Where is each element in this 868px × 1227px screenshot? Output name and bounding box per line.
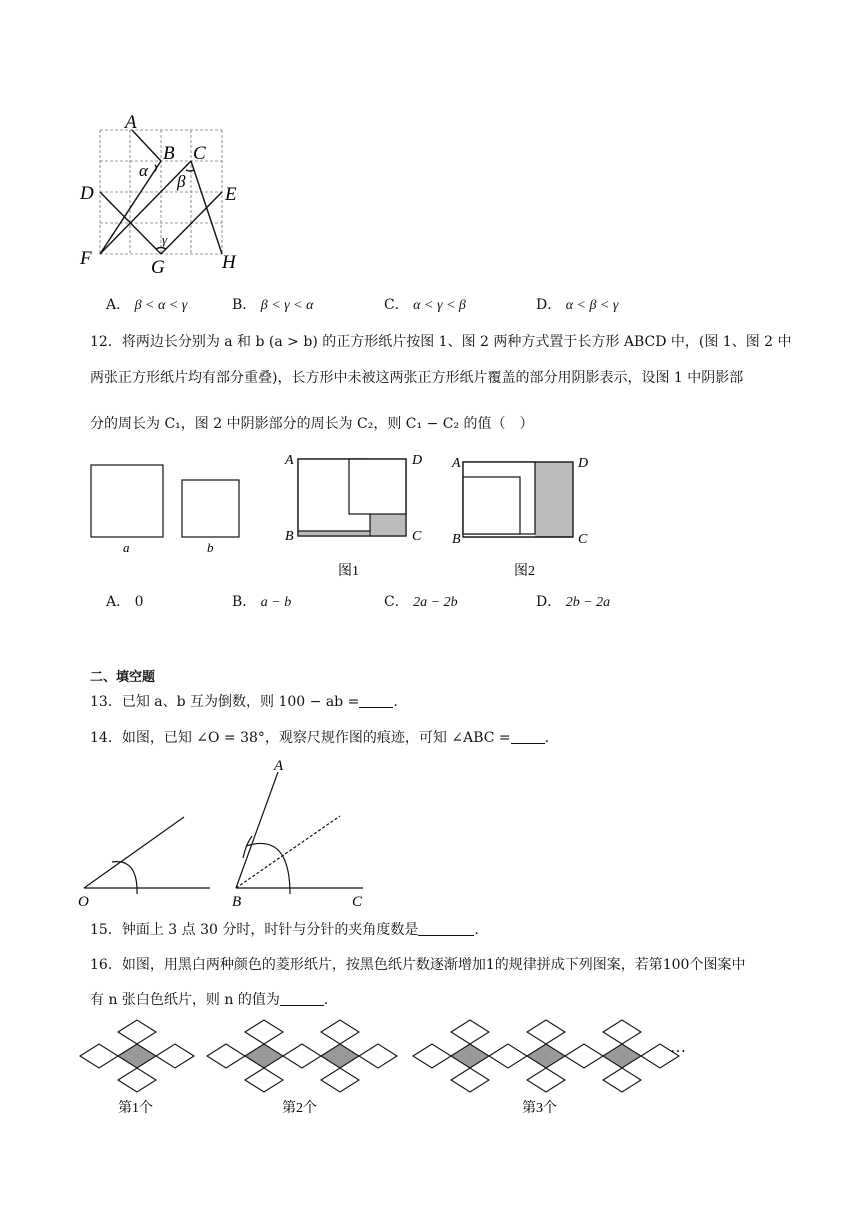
q16-pattern-figure (70, 1015, 710, 1125)
white-rhombus (359, 1044, 397, 1068)
fig1-caption: 图1 (338, 564, 359, 579)
q14-label-B: B (232, 894, 242, 910)
q15-answer-blank[interactable] (418, 921, 474, 936)
q15-text: 15．钟面上 3 点 30 分时，时针与分针的夹角度数是 . (90, 922, 479, 938)
q14-text: 14．如图，已知 ∠O = 38°，观察尺规作图的痕迹，可知 ∠ABC = . (90, 730, 550, 746)
fig1-label-D: D (412, 453, 423, 468)
q16-caption-3: 第3个 (522, 1101, 557, 1116)
label-H: H (222, 252, 236, 273)
white-rhombus (527, 1068, 565, 1092)
fig1-label-C: C (412, 529, 422, 544)
q16-line-2: 有 n 张白色纸片，则 n 的值为 . (90, 992, 329, 1008)
q12-option-b: B． a − b (232, 594, 292, 610)
q14-label-A: A (274, 758, 284, 774)
label-D: D (80, 183, 94, 204)
fig2-label-C: C (578, 532, 588, 547)
q13-text: 13．已知 a、b 互为倒数，则 100 − ab = . (90, 694, 398, 710)
black-rhombus (603, 1044, 641, 1068)
white-rhombus (245, 1020, 283, 1044)
white-rhombus (565, 1044, 603, 1068)
white-rhombus (156, 1044, 194, 1068)
black-rhombus (451, 1044, 489, 1068)
fig2-caption: 图2 (514, 564, 535, 579)
black-rhombus (321, 1044, 359, 1068)
white-rhombus (245, 1068, 283, 1092)
label-gamma: γ (162, 232, 168, 247)
fig1-rectangle (298, 459, 406, 536)
white-rhombus (283, 1044, 321, 1068)
white-rhombus (207, 1044, 245, 1068)
q12-option-c: C． 2a − 2b (384, 594, 458, 610)
q11-angle-figure (70, 110, 270, 275)
square-b-label: b (207, 540, 214, 555)
q12-line-2: 两张正方形纸片均有部分重叠)，长方形中未被这两张正方形纸片覆盖的部分用阴影表示，设图 1 中阴影部 (90, 370, 744, 386)
square-a-label: a (123, 540, 130, 555)
label-G: G (151, 257, 165, 275)
q13-answer-blank[interactable] (359, 693, 393, 708)
label-F: F (80, 248, 92, 269)
q16-caption-2: 第2个 (282, 1101, 317, 1116)
q16-ellipsis: … (670, 1039, 686, 1056)
q11-option-a: A． β < α < γ (106, 297, 188, 313)
q14-label-C: C (352, 894, 363, 910)
white-rhombus (413, 1044, 451, 1068)
q14-answer-blank[interactable] (511, 729, 545, 744)
white-rhombus (603, 1068, 641, 1092)
q11-option-d: D． α < β < γ (536, 297, 619, 313)
fig2-label-B: B (452, 532, 461, 547)
fig1-label-B: B (285, 529, 294, 544)
q12-option-a: A． 0 (106, 594, 144, 610)
label-C: C (193, 143, 206, 164)
white-rhombus (118, 1020, 156, 1044)
q14-label-O: O (78, 894, 89, 910)
white-rhombus (527, 1020, 565, 1044)
white-rhombus (118, 1068, 156, 1092)
white-rhombus (451, 1068, 489, 1092)
black-rhombus (527, 1044, 565, 1068)
label-beta: β (177, 172, 186, 191)
label-B: B (163, 143, 175, 164)
q11-option-c: C． α < γ < β (384, 297, 466, 313)
label-E: E (225, 184, 237, 205)
fig2-label-D: D (578, 456, 589, 471)
white-rhombus (489, 1044, 527, 1068)
black-rhombus (245, 1044, 283, 1068)
fig2-label-A: A (452, 456, 461, 471)
q12-squares-figure (80, 445, 600, 585)
q12-line-1: 12．将两边长分别为 a 和 b (a > b) 的正方形纸片按图 1、图 2 两种方式置于长方形 ABCD 中，(图 1、图 2 中 (90, 334, 792, 350)
q16-answer-blank[interactable] (280, 991, 324, 1006)
q16-line-1: 16．如图，用黑白两种颜色的菱形纸片，按黑色纸片数逐渐增加1的规律拼成下列图案，若第100个图案中 (90, 957, 746, 973)
q16-caption-1: 第1个 (118, 1101, 153, 1116)
label-alpha: α (139, 161, 148, 180)
white-rhombus (451, 1020, 489, 1044)
q14-construction-figure (70, 752, 380, 912)
q12-line-3: 分的周长为 C₁，图 2 中阴影部分的周长为 C₂，则 C₁ − C₂ 的值（ ） (90, 416, 534, 432)
white-rhombus (80, 1044, 118, 1068)
fig1-label-A: A (285, 453, 294, 468)
label-A: A (125, 112, 137, 133)
white-rhombus (321, 1068, 359, 1092)
white-rhombus (321, 1020, 359, 1044)
section-title: 二、填空题 (90, 670, 156, 685)
black-rhombus (118, 1044, 156, 1068)
white-rhombus (603, 1020, 641, 1044)
fig2-rectangle (463, 462, 573, 537)
q12-option-d: D． 2b − 2a (536, 594, 611, 610)
q11-option-b: B． β < γ < α (232, 297, 314, 313)
